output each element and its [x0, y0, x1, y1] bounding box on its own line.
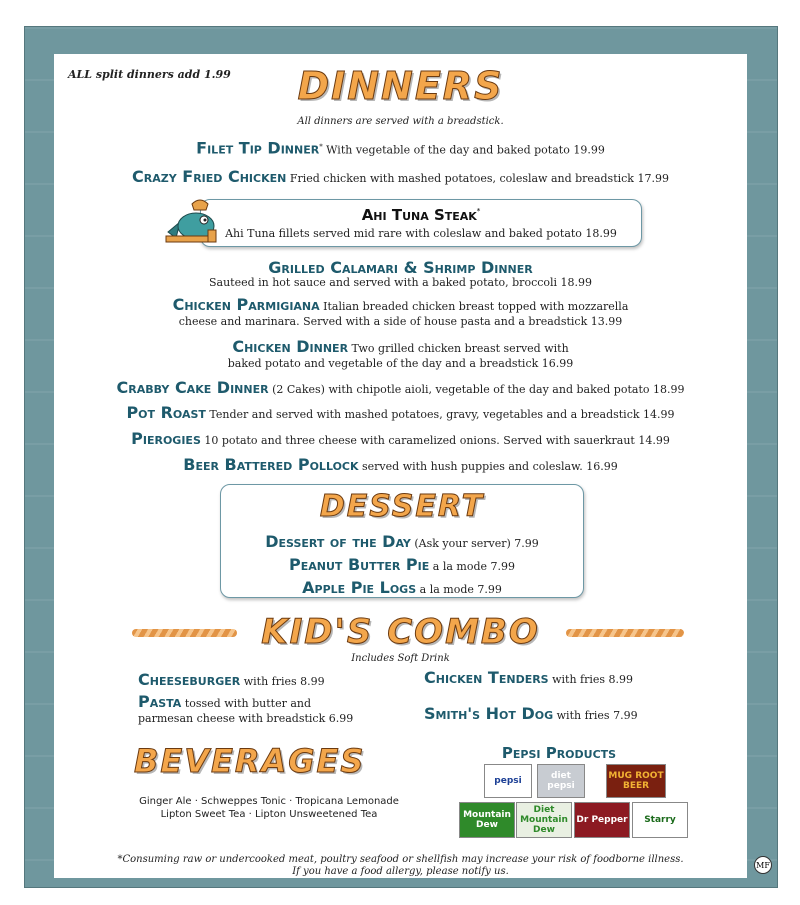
diet-mountain-dew-logo: Diet Mountain Dew: [516, 802, 572, 838]
menu-item-pot-roast: [54, 405, 747, 422]
menu-item-crazy-fried-chicken: [54, 169, 747, 186]
dinners-subtitle: All dinners are served with a breadstick.: [297, 116, 504, 127]
item-name: Chicken Parmigiana: [172, 295, 320, 314]
item-desc: with fries 8.99: [548, 673, 634, 686]
kids-item-chicken-tenders: [424, 668, 633, 687]
dessert-item: [221, 577, 583, 600]
item-name: Pierogies: [131, 429, 201, 448]
split-note: ALL split dinners add 1.99: [68, 68, 231, 81]
kids-item-hot-dog: [424, 704, 638, 723]
menu-item-chicken-parmigiana: [54, 297, 747, 329]
menu-page: [54, 54, 770, 878]
fish-mascot-icon: [162, 192, 228, 252]
item-desc: a la mode 7.99: [416, 583, 502, 596]
dinners-title: DINNERS: [297, 64, 504, 108]
item-name: Filet Tip Dinner: [196, 138, 320, 158]
dr-pepper-logo: Dr Pepper: [574, 802, 630, 838]
pepsi-logo: pepsi: [484, 764, 532, 798]
beverages-line: Ginger Ale · Schweppes Tonic · Tropicana Lemonade: [139, 796, 399, 807]
item-desc: Sauteed in hot sauce and served with a baked potato, broccoli 18.99: [208, 276, 593, 289]
disclaimer-line: *Consuming raw or undercooked meat, poultry seafood or shellfish may increase your risk of foodborne illness.: [117, 854, 684, 865]
kids-item-pasta: [138, 694, 353, 726]
item-desc: tossed with butter and: [181, 697, 312, 710]
pepsi-products-title: Pepsi Products: [501, 744, 617, 762]
item-desc: with fries 8.99: [240, 675, 325, 688]
item-desc: (Ask your server) 7.99: [410, 537, 539, 550]
item-desc-2: cheese and marinara. Served with a side of house pasta and a breadstick 13.99: [178, 315, 623, 328]
item-name: Pasta: [138, 692, 182, 711]
beverages-title: BEVERAGES: [134, 742, 366, 780]
featured-item-box: [200, 199, 642, 247]
item-desc-2: baked potato and vegetable of the day and a breadstick 16.99: [227, 357, 574, 370]
mf-badge: MF: [754, 856, 772, 874]
item-desc: Fried chicken with mashed potatoes, coleslaw and breadstick 17.99: [286, 172, 669, 185]
item-mark: *: [476, 207, 481, 216]
dessert-box: [220, 484, 584, 598]
item-desc: (2 Cakes) with chipotle aioli, vegetable of the day and baked potato 18.99: [268, 383, 685, 396]
kids-combo-subtitle: Includes Soft Drink: [351, 653, 450, 664]
beverages-line: Lipton Sweet Tea · Lipton Unsweetened Tea: [160, 809, 378, 820]
menu-item-pierogies: [54, 431, 747, 448]
menu-item-beer-battered-pollock: [54, 457, 747, 474]
menu-item-chicken-dinner: [54, 339, 747, 371]
beverages-list: [114, 795, 424, 821]
item-name: Grilled Calamari & Shrimp Dinner: [268, 258, 533, 277]
dessert-item: [221, 531, 583, 554]
starry-logo: Starry: [632, 802, 688, 838]
item-desc: Tender and served with mashed potatoes, gravy, vegetables and a breadstick 14.99: [205, 408, 675, 421]
item-name: Dessert of the Day: [265, 532, 411, 551]
item-name: Ahi Tuna Steak: [361, 206, 477, 224]
item-name: Chicken Dinner: [232, 337, 349, 356]
kids-item-cheeseburger: [138, 670, 325, 689]
kids-combo-title: KID'S COMBO: [261, 612, 540, 652]
item-desc: With vegetable of the day and baked potato 19.99: [322, 143, 605, 157]
menu-item-filet-tip: [54, 140, 747, 158]
menu-item-crabby-cake: [54, 380, 747, 397]
dessert-title: DESSERT: [319, 489, 485, 524]
item-desc: 10 potato and three cheese with caramelized onions. Served with sauerkraut 14.99: [200, 434, 670, 447]
item-name: Cheeseburger: [138, 670, 241, 689]
item-name: Apple Pie Logs: [302, 578, 417, 597]
item-desc: Ahi Tuna fillets served mid rare with coleslaw and baked potato 18.99: [225, 227, 617, 240]
dessert-item: [221, 554, 583, 577]
allergy-disclaimer: [54, 854, 747, 878]
item-name: Crabby Cake Dinner: [116, 378, 269, 397]
item-desc-2: parmesan cheese with breadstick 6.99: [138, 712, 354, 725]
item-name: Smith's Hot Dog: [424, 704, 554, 723]
item-mark: *: [319, 143, 323, 151]
mug-root-beer-logo: MUG ROOT BEER: [606, 764, 666, 798]
item-desc: with fries 7.99: [553, 709, 638, 722]
item-desc: Italian breaded chicken breast topped with mozzarella: [319, 300, 629, 313]
item-name: Chicken Tenders: [424, 668, 549, 687]
item-desc: a la mode 7.99: [429, 560, 515, 573]
item-name: Pot Roast: [126, 403, 206, 422]
mountain-dew-logo: Mountain Dew: [459, 802, 515, 838]
menu-item-grilled-calamari: [54, 260, 747, 290]
item-desc: served with hush puppies and coleslaw. 16.99: [358, 460, 618, 473]
item-name: Beer Battered Pollock: [183, 455, 359, 474]
item-desc: Two grilled chicken breast served with: [348, 342, 569, 355]
item-name: Peanut Butter Pie: [289, 555, 430, 574]
item-name: Crazy Fried Chicken: [132, 167, 287, 186]
disclaimer-line: If you have a food allergy, please notify us.: [292, 866, 509, 877]
diet-pepsi-logo: diet pepsi: [537, 764, 585, 798]
